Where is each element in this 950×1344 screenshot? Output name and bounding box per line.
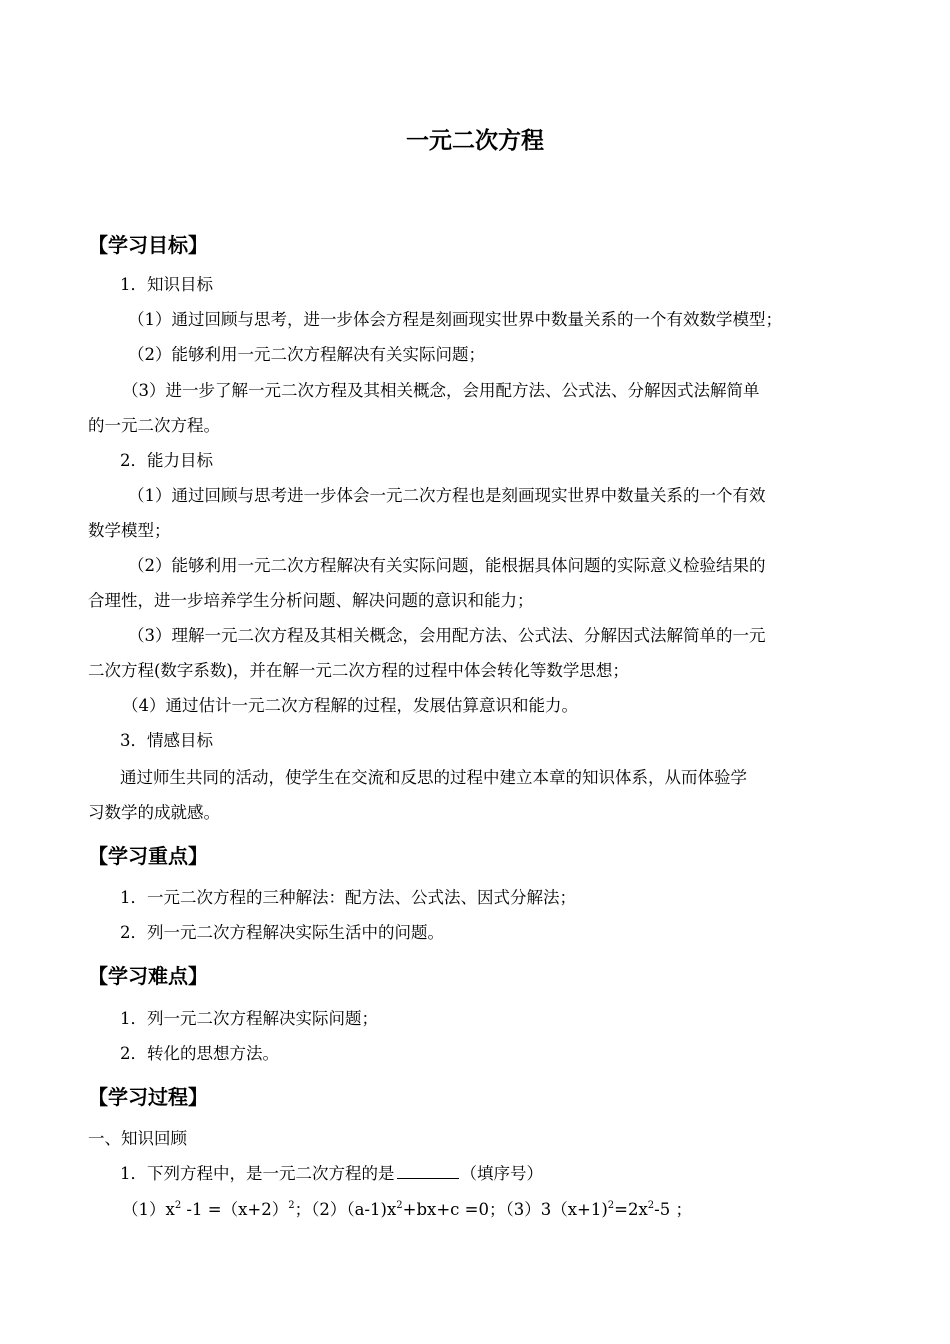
page-title: 一元二次方程 — [406, 128, 544, 154]
knowledge-label: 1．知识目标 — [120, 275, 213, 294]
answer-blank[interactable] — [397, 1162, 459, 1179]
ability-item-3: （3）理解一元二次方程及其相关概念，会用配方法、公式法、分解因式法解简单的一元 — [128, 626, 766, 645]
ability-item-1: （1）通过回顾与思考进一步体会一元二次方程也是刻画现实世界中数量关系的一个有效 — [128, 486, 766, 505]
superscript: 2 — [288, 1200, 295, 1211]
difficulty-2: 2．转化的思想方法。 — [120, 1044, 279, 1063]
knowledge-item-2: （2）能够利用一元二次方程解决有关实际问题； — [128, 345, 485, 364]
heading-difficulties: 【学习难点】 — [88, 964, 208, 988]
emotion-item-1: 通过师生共同的活动，使学生在交流和反思的过程中建立本章的知识体系，从而体验学 — [120, 768, 747, 787]
key-point-1: 1．一元二次方程的三种解法：配方法、公式法、因式分解法； — [120, 888, 576, 907]
emotion-label: 3．情感目标 — [120, 731, 213, 750]
superscript: 2 — [647, 1200, 655, 1211]
superscript: 2 — [174, 1200, 182, 1211]
ability-label: 2．能力目标 — [120, 451, 213, 470]
eq-part-6: -5 ； — [654, 1200, 692, 1219]
knowledge-item-3-cont: 的一元二次方程。 — [88, 416, 220, 435]
eq-part-3: ；（2）（a-1)x — [294, 1200, 397, 1219]
superscript: 2 — [607, 1200, 615, 1211]
heading-objectives: 【学习目标】 — [88, 233, 208, 257]
heading-key-points: 【学习重点】 — [88, 844, 208, 868]
key-point-2: 2．列一元二次方程解决实际生活中的问题。 — [120, 923, 444, 942]
eq-part-4: +bx+c =0；（3）3（x+1) — [402, 1200, 608, 1219]
ability-item-1-cont: 数学模型； — [88, 521, 171, 540]
knowledge-item-3: （3）进一步了解一元二次方程及其相关概念，会用配方法、公式法、分解因式法解简单 — [122, 381, 760, 400]
eq-part-5: =2x — [614, 1200, 648, 1219]
ability-item-2-cont: 合理性，进一步培养学生分析问题、解决问题的意识和能力； — [88, 591, 534, 610]
superscript: 2 — [396, 1200, 403, 1211]
emotion-item-1-cont: 习数学的成就感。 — [88, 803, 220, 822]
eq-part-2: -1 =（x+2） — [181, 1200, 289, 1219]
eq-part-1: （1）x — [122, 1200, 175, 1219]
equation-list — [122, 1198, 692, 1222]
difficulty-1: 1．列一元二次方程解决实际问题； — [120, 1009, 378, 1028]
subheading-review: 一、知识回顾 — [88, 1129, 187, 1148]
ability-item-4: （4）通过估计一元二次方程解的过程，发展估算意识和能力。 — [122, 696, 578, 715]
ability-item-2: （2）能够利用一元二次方程解决有关实际问题，能根据具体问题的实际意义检验结果的 — [128, 556, 766, 575]
question-1-text: 1．下列方程中，是一元二次方程的是 — [120, 1164, 395, 1183]
knowledge-item-1: （1）通过回顾与思考，进一步体会方程是刻画现实世界中数量关系的一个有效数学模型； — [128, 310, 782, 329]
heading-process: 【学习过程】 — [88, 1085, 208, 1109]
question-1-suffix: （填序号） — [460, 1164, 543, 1183]
question-1 — [120, 1162, 543, 1186]
ability-item-3-cont: 二次方程(数字系数)，并在解一元二次方程的过程中体会转化等数学思想； — [88, 661, 629, 680]
